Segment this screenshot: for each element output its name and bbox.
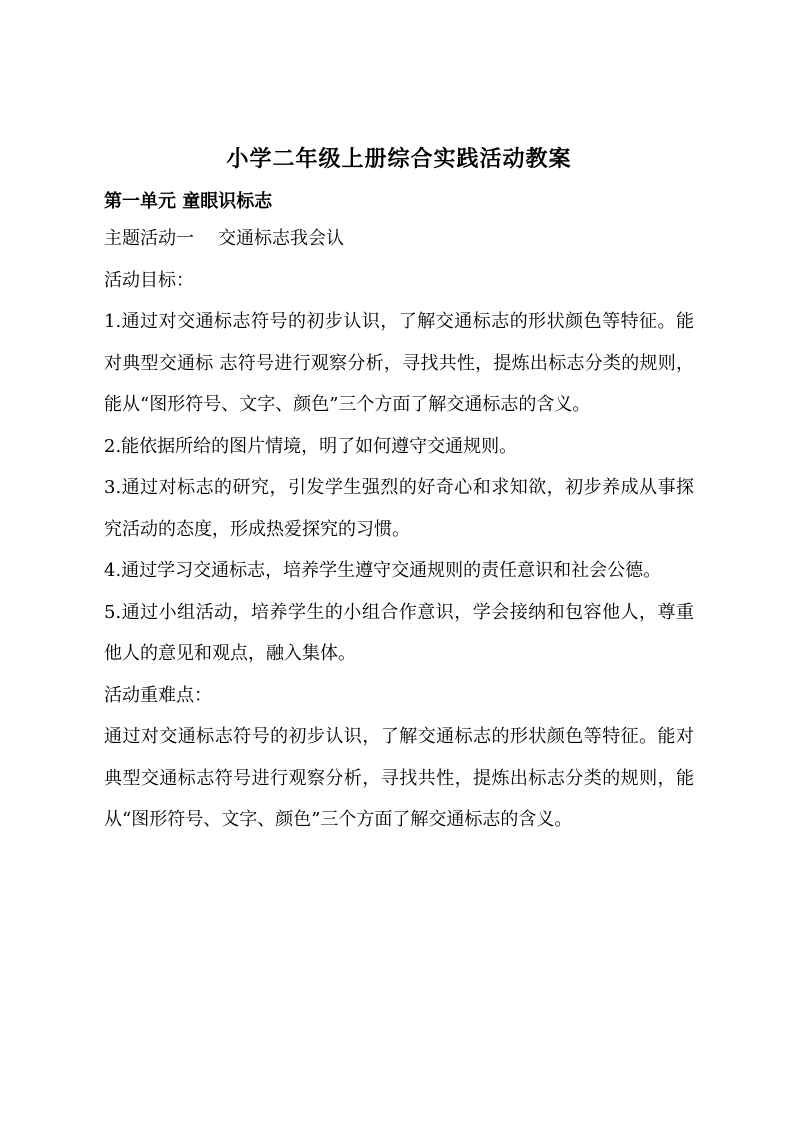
theme-label: 主题活动一: [104, 228, 194, 249]
goals-heading: 活动目标：: [104, 269, 194, 291]
theme-activity-line: [104, 218, 694, 260]
document-body: [104, 144, 694, 841]
goal-item-2: 2.能依据所给的图片情境，明了如何遵守交通规则。: [104, 435, 518, 457]
goal-item-1: 1.通过对交通标志符号的初步认识，了解交通标志的形状颜色等特征。能对典型交通标 志符号进行观察分析，寻找共性，提炼出标志分类的规则，能从“图形符号、文字、颜色”三个方面了解交通标志的含义。: [104, 311, 694, 415]
document-title: 小学二年级上册综合实践活动教案: [226, 147, 572, 172]
goal-item-3: 3.通过对标志的研究，引发学生强烈的好奇心和求知欲，初步养成从事探究活动的态度，形成热爱探究的习惯。: [104, 477, 694, 540]
goal-item-5: 5.通过小组活动，培养学生的小组合作意识，学会接纳和包容他人，尊重他人的意见和观点，融入集体。: [104, 601, 694, 664]
goal-item-4: 4.通过学习交通标志，培养学生遵守交通规则的责任意识和社会公德。: [104, 560, 662, 581]
key-points-text: 通过对交通标志符号的初步认识，了解交通标志的形状颜色等特征。能对典型交通标志符号进行观察分析，寻找共性，提炼出标志分类的规则，能从“图形符号、文字、颜色”三个方面了解交通标志的含义。: [104, 726, 694, 830]
theme-name: 交通标志我会认: [218, 228, 344, 249]
unit-heading: 第一单元 童眼识标志: [104, 191, 273, 212]
key-points-heading: 活动重难点：: [104, 684, 212, 706]
